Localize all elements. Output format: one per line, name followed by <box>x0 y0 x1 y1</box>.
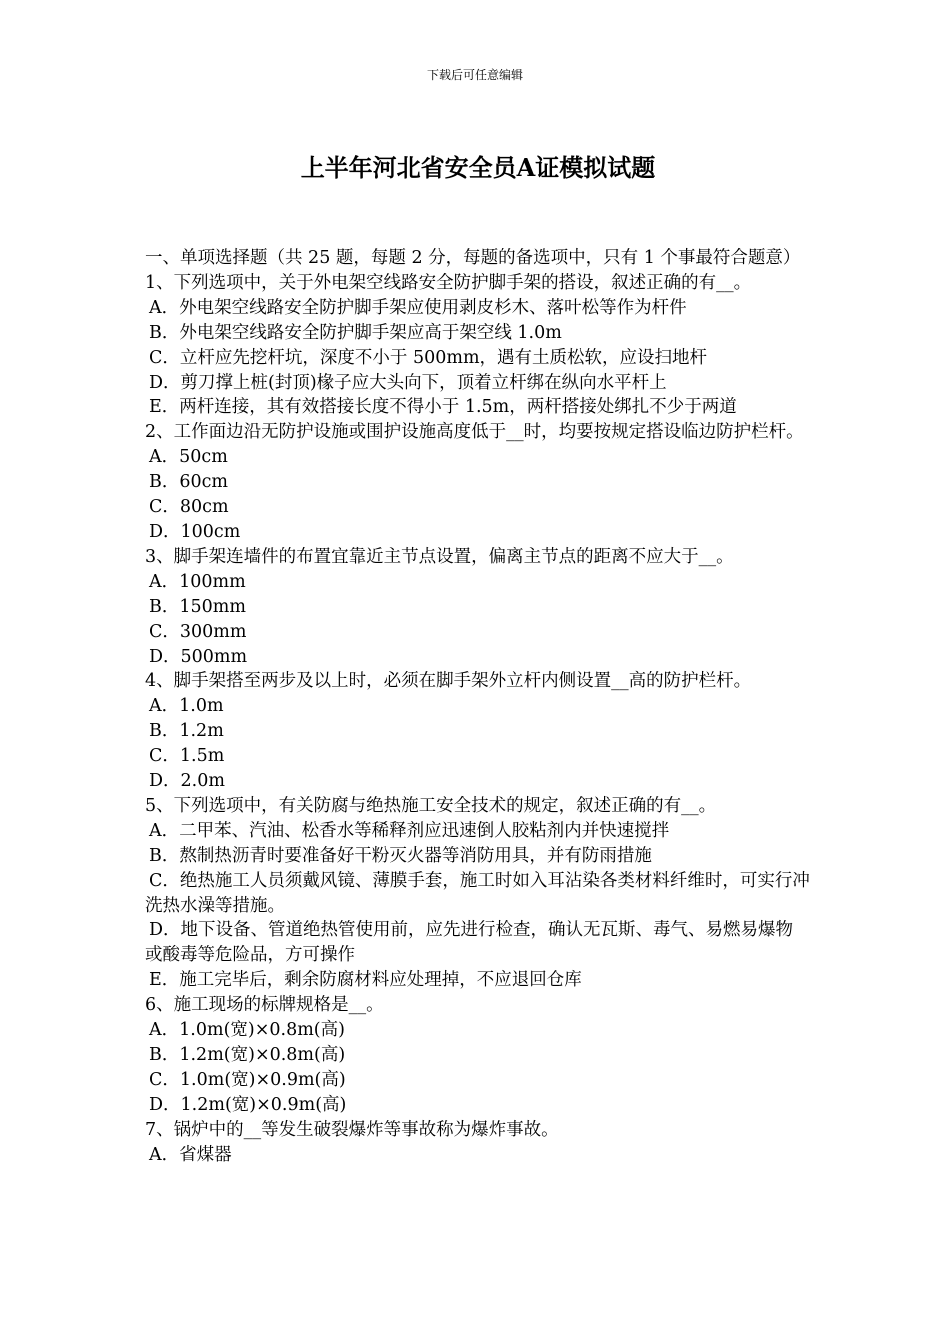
option-c: C．1.0m(宽)×0.9m(高) <box>149 1069 346 1090</box>
question-stem: 2、工作面边沿无防护设施或围护设施高度低于__时，均要按规定搭设临边防护栏杆。 <box>145 422 804 443</box>
option-c: C．300mm <box>149 621 247 642</box>
option-b: B．熬制热沥青时要准备好干粉灭火器等消防用具，并有防雨措施 <box>149 845 652 866</box>
question-stem: 3、脚手架连墙件的布置宜靠近主节点设置，偏离主节点的距离不应大于__。 <box>145 546 734 567</box>
option-list <box>145 570 810 670</box>
option-list <box>145 296 810 421</box>
option-list <box>145 694 810 794</box>
option-a: A．省煤器 <box>149 1144 232 1165</box>
question-1 <box>145 271 810 420</box>
option-b: B．外电架空线路安全防护脚手架应高于架空线 1.0m <box>149 322 562 343</box>
question-2 <box>145 420 810 545</box>
option-a: A．100mm <box>149 571 246 592</box>
option-list <box>145 1018 810 1118</box>
option-c: C．1.5m <box>149 746 225 767</box>
question-5 <box>145 794 810 993</box>
question-6 <box>145 993 810 1118</box>
option-d: D．500mm <box>149 646 248 667</box>
option-b: B．150mm <box>149 596 246 617</box>
question-3 <box>145 545 810 670</box>
option-list <box>145 1143 810 1168</box>
option-e: E．施工完毕后，剩余防腐材料应处理掉，不应退回仓库 <box>149 970 582 991</box>
option-a: A．二甲苯、汽油、松香水等稀释剂应迅速倒人胶粘剂内并快速搅拌 <box>149 820 670 841</box>
option-c: C．立杆应先挖杆坑，深度不小于 500mm，遇有土质松软，应设扫地杆 <box>149 347 708 368</box>
option-b: B．60cm <box>149 472 229 493</box>
question-7 <box>145 1118 810 1168</box>
option-a: A．1.0m <box>149 696 224 717</box>
option-b: B．1.2m(宽)×0.8m(高) <box>149 1045 346 1065</box>
option-a: A．50cm <box>149 447 228 468</box>
option-d: D．地下设备、管道绝热管使用前，应先进行检查，确认无瓦斯、毒气、易燃易爆物或酸毒等危险品，方可操作 <box>145 920 794 966</box>
option-c: C．80cm <box>149 497 229 518</box>
option-a: A．外电架空线路安全防护脚手架应使用剥皮杉木、落叶松等作为杆件 <box>149 297 687 318</box>
question-stem: 1、下列选项中，关于外电架空线路安全防护脚手架的搭设，叙述正确的有__。 <box>145 272 752 293</box>
section-heading: 一、单项选择题（共 25 题，每题 2 分，每题的备选项中，只有 1 个事最符合题意） <box>145 248 801 268</box>
option-e: E．两杆连接，其有效搭接长度不得小于 1.5m，两杆搭接处绑扎不少于两道 <box>149 397 737 418</box>
option-d: D．2.0m <box>149 771 225 792</box>
question-stem: 7、锅炉中的__等发生破裂爆炸等事故称为爆炸事故。 <box>145 1119 559 1140</box>
document-title: 上半年河北省安全员A证模拟试题 <box>300 153 656 182</box>
page-header-note: 下载后可任意编辑 <box>426 68 523 82</box>
option-d: D．1.2m(宽)×0.9m(高) <box>149 1094 347 1115</box>
option-list <box>145 819 810 993</box>
exam-content <box>145 246 810 1168</box>
question-4 <box>145 669 810 794</box>
option-d: D．剪刀撑上桩(封顶)椽子应大头向下，顶着立杆绑在纵向水平杆上 <box>149 372 667 393</box>
option-b: B．1.2m <box>149 721 224 742</box>
question-stem: 5、下列选项中，有关防腐与绝热施工安全技术的规定，叙述正确的有__。 <box>145 795 717 816</box>
option-d: D．100cm <box>149 521 241 542</box>
option-c: C．绝热施工人员须戴风镜、薄膜手套，施工时如入耳沾染各类材料纤维时，可实行冲洗热水澡等措施。 <box>145 870 810 916</box>
question-stem: 4、脚手架搭至两步及以上时，必须在脚手架外立杆内侧设置__高的防护栏杆。 <box>145 671 752 692</box>
question-stem: 6、施工现场的标牌规格是__。 <box>145 995 384 1016</box>
option-list <box>145 445 810 545</box>
option-a: A．1.0m(宽)×0.8m(高) <box>149 1020 345 1041</box>
